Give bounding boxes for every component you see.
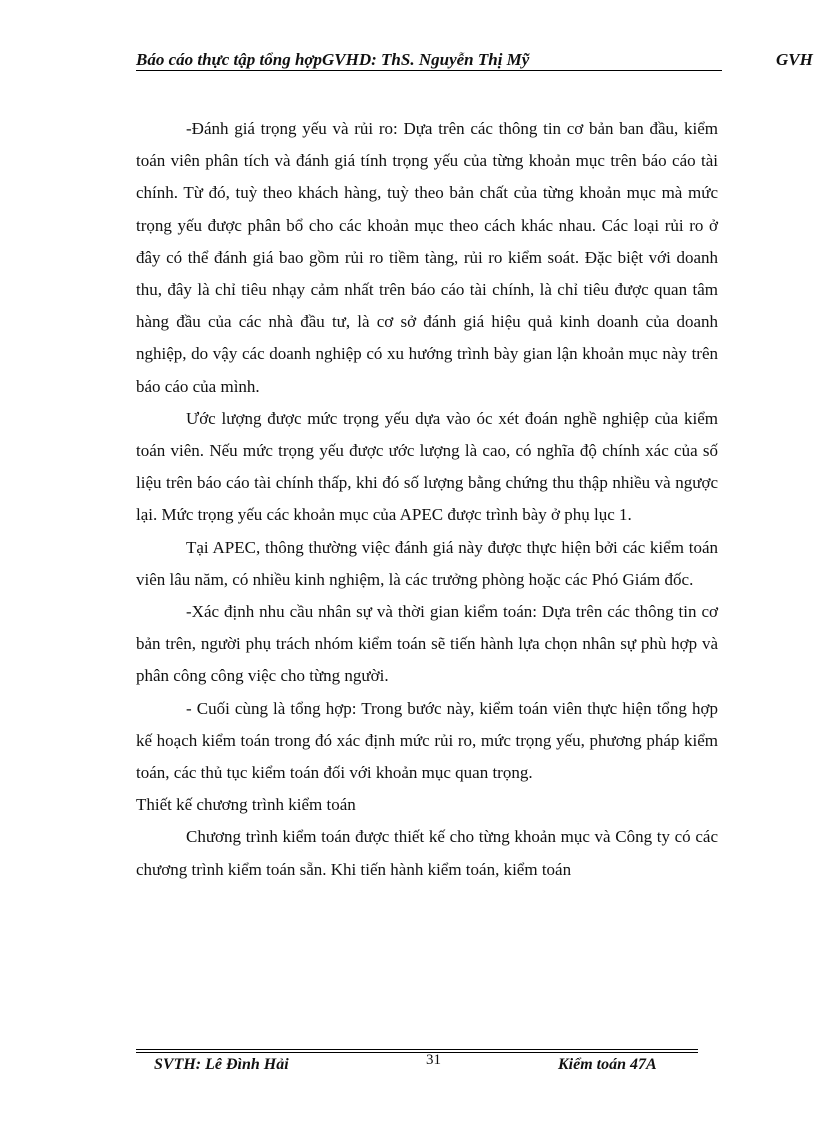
footer-rule-top <box>136 1049 698 1050</box>
paragraph-materiality-estimate: Ước lượng được mức trọng yếu dựa vào óc xét đoán nghề nghiệp của kiểm toán viên. Nếu mức trọng yếu được ước lượng là cao, có nghĩa độ chính xác của số liệu trên báo cáo tài chính thấp, khi đó số lượng bằng chứng thu thập nhiều và ngược lại. Mức trọng yếu các khoản mục của APEC được trình bày ở phụ lục 1. <box>136 408 718 525</box>
paragraph-audit-program: Chương trình kiểm toán được thiết kế cho từng khoản mục và Công ty có các chương trình kiểm toán sẵn. Khi tiến hành kiểm toán, kiểm toán <box>136 827 718 879</box>
footer-class: Kiểm toán 47A <box>558 1056 657 1073</box>
header-right-text: GVH <box>776 50 813 69</box>
paragraph-staffing: -Xác định nhu cầu nhân sự và thời gian kiểm toán: Dựa trên các thông tin cơ bản trên, người phụ trách nhóm kiểm toán sẽ tiến hành lựa chọn nhân sự phù hợp và phân công công việc cho từng người. <box>136 602 718 686</box>
paragraph-materiality-risk: -Đánh giá trọng yếu và rủi ro: Dựa trên các thông tin cơ bản ban đầu, kiểm toán viên phân tích và đánh giá tính trọng yếu của từng khoản mục trên báo cáo tài chính. Từ đó, tuỳ theo khách hàng, tuỳ theo bản chất của từng khoản mục mà mức trọng yếu được phân bổ cho các khoản mục theo cách khác nhau. Các loại rủi ro ở đây có thể đánh giá bao gồm rủi ro tiềm tàng, rủi ro kiểm soát. Đặc biệt với doanh thu, đây là chỉ tiêu nhạy cảm nhất trên báo cáo tài chính, là chỉ tiêu được quan tâm hàng đầu của các nhà đầu tư, là cơ sở đánh giá hiệu quả kinh doanh của doanh nghiệp, do vậy các doanh nghiệp có xu hướng trình bày gian lận khoản mục này trên báo cáo của mình. <box>136 119 718 396</box>
section-heading: Thiết kế chương trình kiểm toán <box>136 795 356 815</box>
header-title: Báo cáo thực tập tổng hợpGVHD: ThS. Nguyễn Thị Mỹ <box>136 50 530 69</box>
paragraph-summary: - Cuối cùng là tổng hợp: Trong bước này, kiểm toán viên thực hiện tổng hợp kế hoạch kiểm toán trong đó xác định mức rủi ro, mức trọng yếu, phương pháp kiểm toán, các thủ tục kiểm toán đối với khoản mục quan trọng. <box>136 698 718 783</box>
page-header <box>136 48 816 72</box>
footer-rule-bottom <box>136 1052 698 1053</box>
page-number: 31 <box>426 1052 441 1068</box>
footer-student: SVTH: Lê Đình Hải <box>154 1056 289 1073</box>
paragraph-apec-practice: Tại APEC, thông thường việc đánh giá này được thực hiện bởi các kiểm toán viên lâu năm, có nhiều kinh nghiệm, là các trưởng phòng hoặc các Phó Giám đốc. <box>136 537 718 589</box>
page-footer <box>136 1054 698 1078</box>
header-rule <box>136 70 722 71</box>
body-text <box>136 113 718 886</box>
